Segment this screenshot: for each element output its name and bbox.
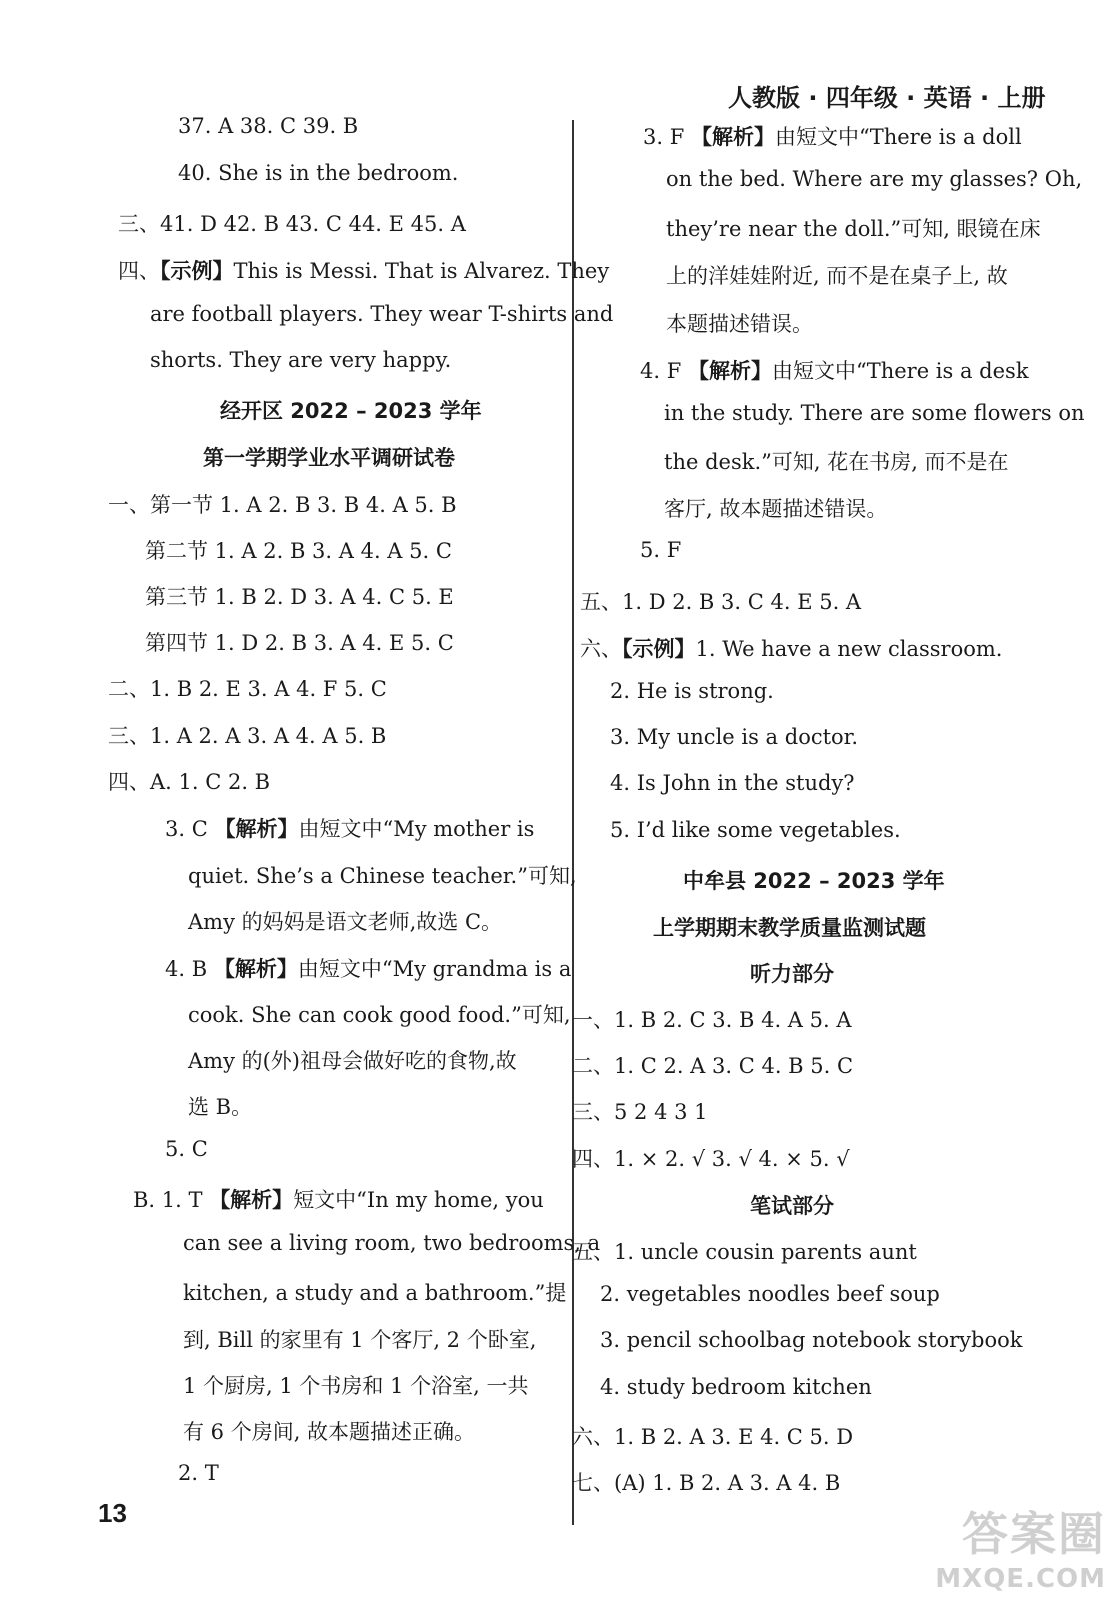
analysis-line: can see a living room, two bedrooms, a	[183, 1231, 601, 1255]
answer-line: 2. vegetables noodles beef soup	[600, 1282, 940, 1306]
answer-line: 四、A. 1. C 2. B	[108, 770, 271, 794]
analysis-line: the desk.”可知, 花在书房, 而不是在	[664, 450, 1009, 474]
section-title: 经开区 2022 – 2023 学年	[220, 399, 482, 423]
analysis-tag: 【解析】	[209, 1188, 294, 1212]
answer-line: 4. study bedroom kitchen	[600, 1375, 872, 1399]
question-number: 3. F	[643, 125, 691, 149]
answer-line: 5. C	[165, 1137, 208, 1161]
example-line: are football players. They wear T-shirts and	[150, 302, 614, 326]
analysis-line	[133, 1184, 544, 1214]
answer-line: 37. A 38. C 39. B	[178, 114, 359, 138]
analysis-line	[640, 355, 1029, 385]
example-line: 3. My uncle is a doctor.	[610, 725, 859, 749]
example-line: 4. Is John in the study?	[610, 771, 855, 795]
watermark-logo	[935, 1498, 1106, 1594]
analysis-tag: 【解析】	[687, 359, 772, 383]
answer-line: 七、(A) 1. B 2. A 3. A 4. B	[572, 1471, 841, 1495]
answer-line: 5. F	[640, 538, 682, 562]
question-number: 4. B	[165, 957, 214, 981]
part-title-written: 笔试部分	[750, 1194, 834, 1218]
analysis-text: 短文中“In my home, you	[293, 1188, 544, 1212]
analysis-text: 由短文中“There is a desk	[771, 359, 1029, 383]
answer-line: 2. T	[178, 1461, 219, 1485]
answer-line: 四、1. × 2. √ 3. √ 4. × 5. √	[572, 1147, 850, 1171]
section-subtitle: 上学期期末教学质量监测试题	[653, 916, 926, 940]
analysis-line: quiet. She’s a Chinese teacher.”可知,	[188, 864, 577, 888]
analysis-line: they’re near the doll.”可知, 眼镜在床	[666, 217, 1041, 241]
page-number: 13	[98, 1498, 127, 1528]
example-tag: 【示例】	[160, 259, 234, 283]
question-number: 3. C	[165, 817, 215, 841]
answer-line: 一、第一节 1. A 2. B 3. B 4. A 5. B	[108, 493, 457, 517]
analysis-line: kitchen, a study and a bathroom.”提	[183, 1281, 567, 1305]
answer-line: 一、1. B 2. C 3. B 4. A 5. A	[572, 1008, 852, 1032]
example-text: This is Messi. That is Alvarez. They	[233, 259, 610, 283]
section-subtitle: 第一学期学业水平调研试卷	[203, 446, 455, 470]
analysis-line: 本题描述错误。	[666, 312, 813, 336]
analysis-line: 上的洋娃娃附近, 而不是在桌子上, 故	[666, 264, 1008, 288]
analysis-line: in the study. There are some flowers on	[664, 401, 1085, 425]
answer-line: 三、41. D 42. B 43. C 44. E 45. A	[118, 212, 466, 236]
section-title: 中牟县 2022 – 2023 学年	[683, 869, 945, 893]
analysis-text: 由短文中“My grandma is a	[297, 957, 572, 981]
answer-line: 第二节 1. A 2. B 3. A 4. A 5. C	[145, 539, 452, 563]
analysis-line: 到, Bill 的家里有 1 个客厅, 2 个卧室,	[183, 1328, 537, 1352]
analysis-line: 选 B。	[188, 1095, 253, 1119]
example-line: 2. He is strong.	[610, 679, 774, 703]
answer-line: 二、1. C 2. A 3. C 4. B 5. C	[572, 1054, 854, 1078]
answer-line: 第三节 1. B 2. D 3. A 4. C 5. E	[145, 585, 454, 609]
analysis-tag: 【解析】	[214, 817, 299, 841]
answer-line: 五、1. D 2. B 3. C 4. E 5. A	[580, 590, 862, 614]
question-number: B. 1. T	[133, 1188, 210, 1212]
part-title-listening: 听力部分	[750, 962, 834, 986]
analysis-text: 由短文中“My mother is	[298, 817, 535, 841]
answer-line: 3. pencil schoolbag notebook storybook	[600, 1328, 1023, 1352]
example-line	[118, 255, 609, 285]
section-prefix: 四、	[118, 259, 160, 283]
example-line	[580, 633, 1002, 663]
example-text: 1. We have a new classroom.	[695, 637, 1003, 661]
analysis-line	[165, 813, 534, 843]
answer-line: 40. She is in the bedroom.	[178, 161, 459, 185]
answer-line: 六、1. B 2. A 3. E 4. C 5. D	[572, 1425, 854, 1449]
analysis-line: cook. She can cook good food.”可知,	[188, 1003, 571, 1027]
example-line: shorts. They are very happy.	[150, 348, 452, 372]
analysis-line: Amy 的(外)祖母会做好吃的食物,故	[188, 1049, 517, 1073]
watermark-text: 答案圈	[962, 1507, 1106, 1561]
analysis-tag: 【解析】	[213, 957, 298, 981]
answer-line: 二、1. B 2. E 3. A 4. F 5. C	[108, 677, 387, 701]
question-number: 4. F	[640, 359, 688, 383]
answer-line: 三、5 2 4 3 1	[572, 1100, 708, 1124]
example-line: 5. I’d like some vegetables.	[610, 818, 901, 842]
watermark-url: MXQE.COM	[935, 1564, 1106, 1594]
answer-line: 五、1. uncle cousin parents aunt	[572, 1240, 917, 1264]
analysis-line: 客厅, 故本题描述错误。	[664, 497, 888, 521]
example-tag: 【示例】	[622, 637, 696, 661]
column-divider	[572, 120, 574, 1525]
analysis-line: Amy 的妈妈是语文老师,故选 C。	[188, 910, 503, 934]
section-prefix: 六、	[580, 637, 622, 661]
analysis-line: 有 6 个房间, 故本题描述正确。	[183, 1420, 476, 1444]
answer-line: 第四节 1. D 2. B 3. A 4. E 5. C	[145, 631, 454, 655]
header-title: 人教版 · 四年级 · 英语 · 上册	[728, 84, 1046, 112]
analysis-tag: 【解析】	[690, 125, 775, 149]
analysis-line	[165, 953, 571, 983]
answer-line: 三、1. A 2. A 3. A 4. A 5. B	[108, 724, 387, 748]
analysis-line	[643, 121, 1022, 151]
analysis-line: 1 个厨房, 1 个书房和 1 个浴室, 一共	[183, 1374, 529, 1398]
analysis-text: 由短文中“There is a doll	[774, 125, 1022, 149]
analysis-line: on the bed. Where are my glasses? Oh,	[666, 167, 1083, 191]
